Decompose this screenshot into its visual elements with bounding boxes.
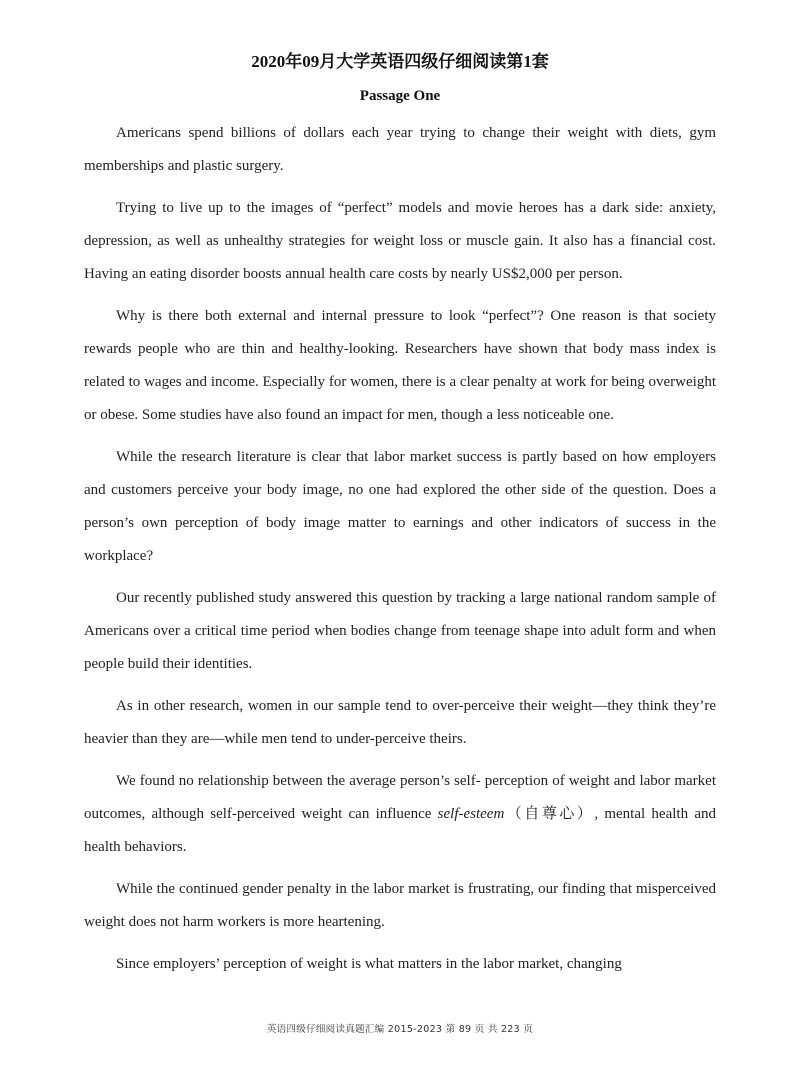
paragraph-7-before: We found no relationship between the average person’s self- perception of weight and labor market outcomes, although self-perceived weight can influence: [84, 773, 716, 822]
paragraph-7: [84, 765, 716, 864]
paragraph-9: Since employers’ perception of weight is what matters in the labor market, changing: [116, 956, 622, 972]
paragraph-5: Our recently published study answered this question by tracking a large national random sample of Americans over a critical time period when bodies change from teenage shape into adult form and when people build their identities.: [84, 590, 716, 672]
paragraph-7-after: , mental health and health behaviors.: [84, 806, 716, 855]
paragraph-8: While the continued gender penalty in the labor market is frustrating, our finding that misperceived weight does not harm workers is more heartening.: [84, 881, 716, 930]
paragraph-3: Why is there both external and internal pressure to look “perfect”? One reason is that society rewards people who are thin and healthy-looking. Researchers have shown that body mass index is related to wages and income. Especially for women, there is a clear penalty at work for being overweight or obese. Some studies have also found an impact for men, though a less noticeable one.: [84, 308, 716, 423]
passage-title: Passage One: [359, 88, 441, 104]
paragraph-1: Americans spend billions of dollars each year trying to change their weight with diets, gym memberships and plastic surgery.: [84, 125, 716, 174]
paragraph-6: As in other research, women in our sample tend to over-perceive their weight—they think they’re heavier than they are—while men tend to under-perceive theirs.: [84, 698, 716, 747]
document-title: 2020年09月大学英语四级仔细阅读第1套: [251, 52, 549, 71]
paragraph-2: Trying to live up to the images of “perfect” models and movie heroes has a dark side: anxiety, depression, as well as unhealthy strategies for weight loss or muscle gain. It also has a financial cost. Having an eating disorder boosts annual health care costs by nearly US$2,000 per person.: [84, 200, 716, 282]
self-esteem-term: self-esteem: [437, 806, 505, 822]
passage-body: [84, 117, 716, 990]
page-footer: 英语四级仔细阅读真题汇编 2015-2023 第 89 页 共 223 页: [266, 1024, 534, 1035]
self-esteem-gloss: （自尊心）: [504, 806, 595, 822]
paragraph-4: While the research literature is clear that labor market success is partly based on how employers and customers perceive your body image, no one had explored the other side of the question. Does a person’s own perception of body image matter to earnings and other indicators of success in the workplace?: [84, 449, 716, 564]
